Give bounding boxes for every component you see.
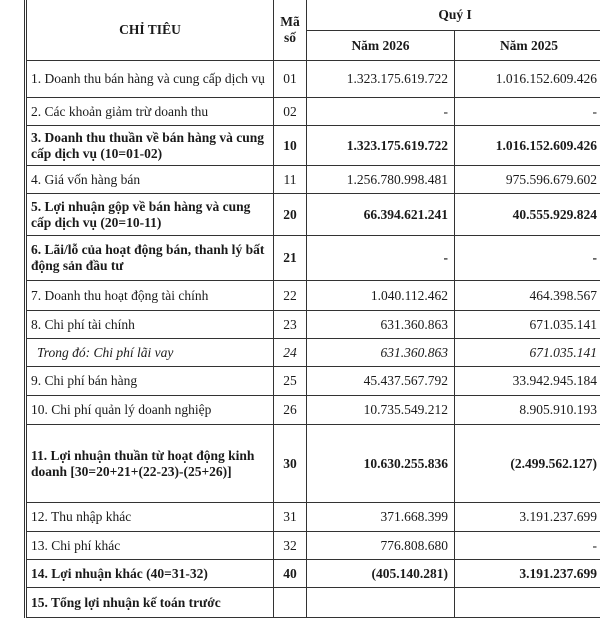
value-prior: -	[455, 98, 600, 126]
income-statement-table	[24, 0, 600, 618]
table-row	[26, 532, 600, 560]
row-code: 20	[274, 194, 307, 236]
value-prior: -	[455, 236, 600, 281]
value-prior: 975.596.679.602	[455, 166, 600, 194]
row-label: 3. Doanh thu thuần về bán hàng và cung cấp dịch vụ (10=01-02)	[26, 126, 274, 166]
value-current: 631.360.863	[307, 339, 455, 367]
row-code: 30	[274, 425, 307, 503]
table-row	[26, 588, 600, 618]
row-code	[274, 588, 307, 618]
value-current: 66.394.621.241	[307, 194, 455, 236]
row-code: 26	[274, 396, 307, 425]
row-label: 11. Lợi nhuận thuần từ hoạt động kinh doanh [30=20+21+(22-23)-(25+26)]	[26, 425, 274, 503]
table-row	[26, 560, 600, 588]
value-current: 776.808.680	[307, 532, 455, 560]
value-prior: 464.398.567	[455, 281, 600, 311]
value-current: 631.360.863	[307, 311, 455, 339]
value-current: 45.437.567.792	[307, 367, 455, 396]
value-current	[307, 588, 455, 618]
value-current: 10.630.255.836	[307, 425, 455, 503]
value-prior: 3.191.237.699	[455, 503, 600, 532]
header-code: Mã số	[274, 0, 307, 61]
value-prior: 1.016.152.609.426	[455, 126, 600, 166]
row-code: 11	[274, 166, 307, 194]
value-current: (405.140.281)	[307, 560, 455, 588]
header-period: Quý I	[307, 0, 600, 31]
value-current: 1.323.175.619.722	[307, 126, 455, 166]
value-current: 1.323.175.619.722	[307, 61, 455, 98]
row-label: 5. Lợi nhuận gộp về bán hàng và cung cấp dịch vụ (20=10-11)	[26, 194, 274, 236]
value-current: -	[307, 98, 455, 126]
row-code: 22	[274, 281, 307, 311]
value-current: 10.735.549.212	[307, 396, 455, 425]
row-code: 31	[274, 503, 307, 532]
value-prior: 671.035.141	[455, 339, 600, 367]
table-row	[26, 503, 600, 532]
row-label: Trong đó: Chi phí lãi vay	[26, 339, 274, 367]
value-prior: 671.035.141	[455, 311, 600, 339]
value-current: 371.668.399	[307, 503, 455, 532]
row-code: 24	[274, 339, 307, 367]
row-code: 40	[274, 560, 307, 588]
header-indicator: CHỈ TIÊU	[26, 0, 274, 61]
value-prior: -	[455, 532, 600, 560]
table-row	[26, 194, 600, 236]
value-prior	[455, 588, 600, 618]
table-row	[26, 166, 600, 194]
table-row	[26, 396, 600, 425]
value-current: 1.040.112.462	[307, 281, 455, 311]
value-prior: 33.942.945.184	[455, 367, 600, 396]
row-label: 8. Chi phí tài chính	[26, 311, 274, 339]
row-label: 2. Các khoản giảm trừ doanh thu	[26, 98, 274, 126]
table-row	[26, 98, 600, 126]
table-row	[26, 126, 600, 166]
value-current: 1.256.780.998.481	[307, 166, 455, 194]
header-year-prior: Năm 2025	[455, 31, 600, 61]
value-prior: 40.555.929.824	[455, 194, 600, 236]
row-label: 6. Lãi/lỗ của hoạt động bán, thanh lý bất động sản đầu tư	[26, 236, 274, 281]
row-label: 1. Doanh thu bán hàng và cung cấp dịch vụ	[26, 61, 274, 98]
row-label: 15. Tổng lợi nhuận kế toán trước	[26, 588, 274, 618]
row-label: 13. Chi phí khác	[26, 532, 274, 560]
row-label: 7. Doanh thu hoạt động tài chính	[26, 281, 274, 311]
row-code: 10	[274, 126, 307, 166]
row-label: 10. Chi phí quản lý doanh nghiệp	[26, 396, 274, 425]
table-row	[26, 236, 600, 281]
row-code: 32	[274, 532, 307, 560]
table-row	[26, 339, 600, 367]
table-row	[26, 281, 600, 311]
row-label: 4. Giá vốn hàng bán	[26, 166, 274, 194]
header-year-current: Năm 2026	[307, 31, 455, 61]
row-code: 01	[274, 61, 307, 98]
row-code: 23	[274, 311, 307, 339]
table-row	[26, 425, 600, 503]
row-label: 9. Chi phí bán hàng	[26, 367, 274, 396]
row-code: 25	[274, 367, 307, 396]
row-code: 21	[274, 236, 307, 281]
row-label: 14. Lợi nhuận khác (40=31-32)	[26, 560, 274, 588]
table-row	[26, 61, 600, 98]
value-prior: 1.016.152.609.426	[455, 61, 600, 98]
value-prior: 8.905.910.193	[455, 396, 600, 425]
row-code: 02	[274, 98, 307, 126]
value-prior: 3.191.237.699	[455, 560, 600, 588]
table-row	[26, 311, 600, 339]
table-row	[26, 367, 600, 396]
value-current: -	[307, 236, 455, 281]
row-label: 12. Thu nhập khác	[26, 503, 274, 532]
value-prior: (2.499.562.127)	[455, 425, 600, 503]
